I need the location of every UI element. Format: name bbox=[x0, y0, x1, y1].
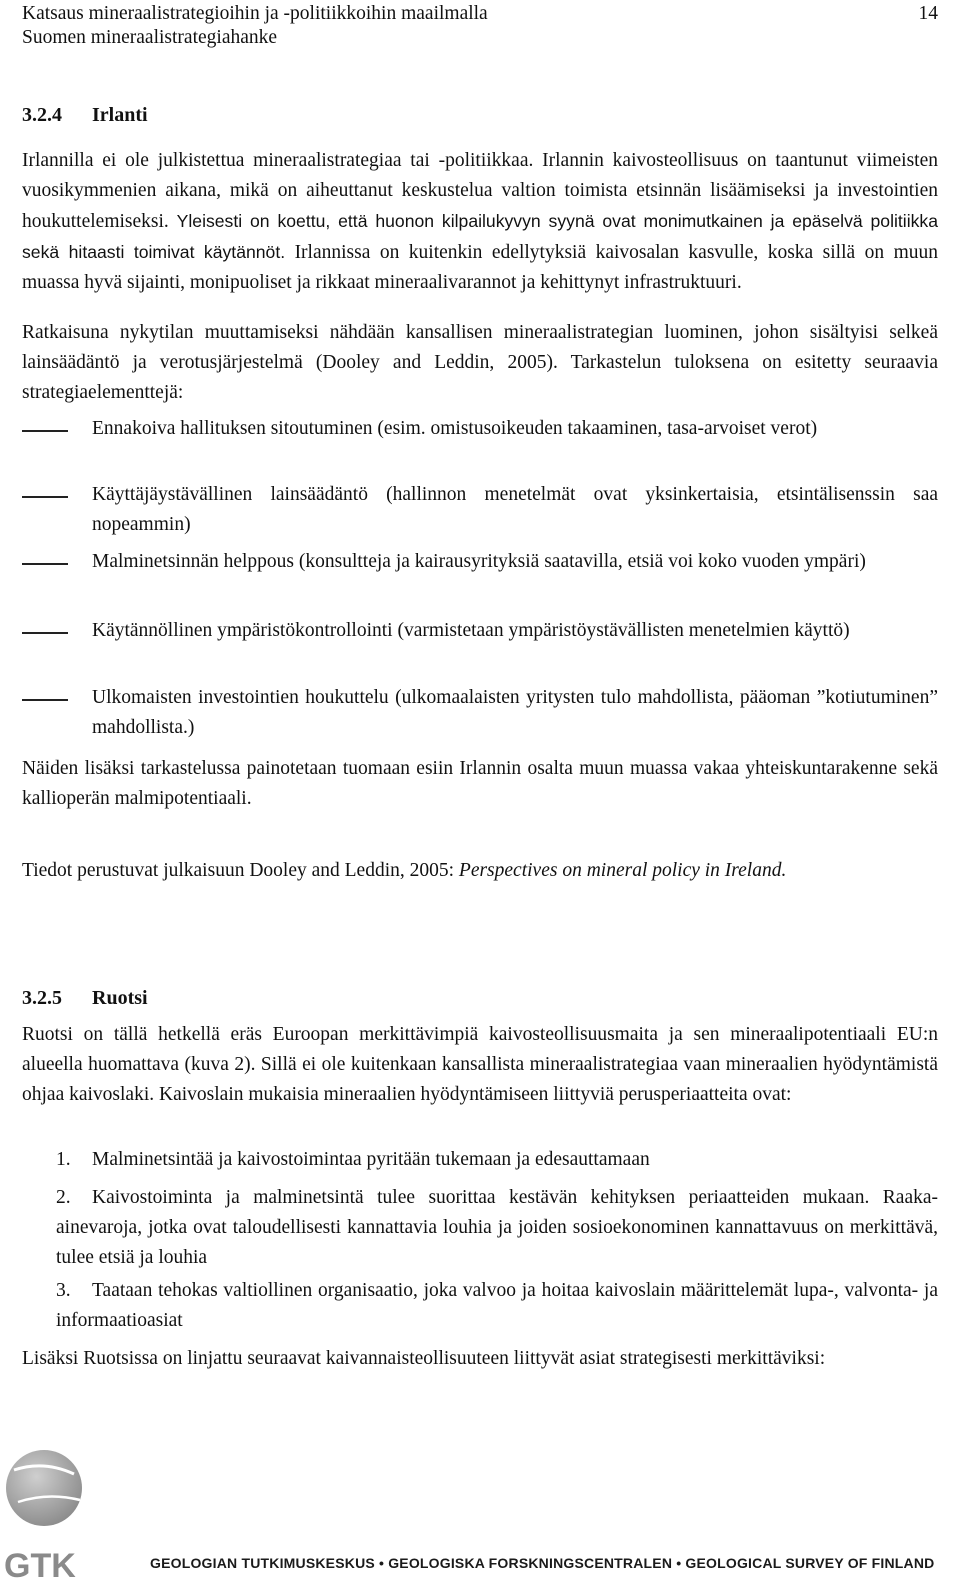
page-number: 14 bbox=[918, 3, 938, 24]
running-header bbox=[22, 2, 938, 50]
gtk-logo bbox=[4, 1440, 96, 1580]
bullet-item: Ulkomaisten investointien houkuttelu (ulkomaalaisten yritysten tulo mahdollista, pääoman ”kotiutuminen” mahdollista.) bbox=[92, 687, 938, 738]
header-subtitle: Suomen mineraalistrategiahanke bbox=[22, 27, 278, 48]
gtk-logo-text: GTK bbox=[4, 1547, 76, 1580]
dash-bullet bbox=[22, 563, 68, 565]
dash-bullet bbox=[22, 632, 68, 634]
bullet-item: Malminetsinnän helppous (konsultteja ja kairausyrityksiä saatavilla, etsiä voi koko vuoden ympäri) bbox=[92, 551, 866, 572]
footer-organizations: GEOLOGIAN TUTKIMUSKESKUS • GEOLOGISKA FORSKNINGSCENTRALEN • GEOLOGICAL SURVEY OF FINLAND bbox=[150, 1555, 935, 1571]
source-title: Perspectives on mineral policy in Ireland. bbox=[458, 860, 787, 881]
list-item: Kaivostoiminta ja malminetsintä tulee suorittaa kestävän kehityksen periaatteiden mukaan. Raaka-ainevaroja, jotka ovat taloudellisesti kannattavia louhia ja joiden sosioekonominen kannattavuus on merkittävä, tulee etsiä ja louhia bbox=[56, 1187, 938, 1268]
sweden-paragraph-1: Ruotsi on tällä hetkellä eräs Euroopan merkittävimpiä kaivosteollisuusmaita ja sen mineraalipotentiaali EU:n alueella huomattava (kuva 2). Sillä ei ole kuitenkaan kansallista mineraalistrategiaa vaan mineraalien hyödyntämistä ohjaa kaivoslaki. Kaivoslain mukaisia mineraalien hyödyntämiseen liittyviä perusperiaatteita ovat: bbox=[22, 1024, 938, 1105]
ireland-paragraph-3: Näiden lisäksi tarkastelussa painotetaan tuomaan esiin Irlannin osalta muun muassa vakaa yhteiskuntarakenne sekä kallioperän malmipotentiaali. bbox=[22, 758, 938, 809]
list-number: 3. bbox=[56, 1280, 71, 1301]
bullet-item: Käyttäjäystävällinen lainsäädäntö (hallinnon menetelmät ovat yksinkertaisia, etsintälisenssin saa nopeammin) bbox=[92, 484, 938, 535]
source-prefix: Tiedot perustuvat julkaisuun Dooley and Leddin, 2005: bbox=[22, 860, 459, 881]
section-heading-ireland bbox=[22, 104, 148, 127]
header-title: Katsaus mineraalistrategioihin ja -politiikkoihin maailmalla bbox=[22, 3, 488, 24]
ireland-para1-a: Irlannilla ei ole julkistettua mineraalistrategiaa tai -politiikkaa. Irlannin kaivosteollisuus on taantunut viimeisten vuosikymmenien aikana, mikä on aiheuttanut keskustelua valtion toimista etsinnän lisäämiseksi ja investointien houkuttelemiseksi. bbox=[22, 150, 938, 232]
bullet-item: Ennakoiva hallituksen sitoutuminen (esim. omistusoikeuden takaaminen, tasa-arvoiset verot) bbox=[92, 418, 818, 439]
list-number: 1. bbox=[56, 1149, 71, 1170]
dash-bullet bbox=[22, 430, 68, 432]
section-number: 3.2.4 bbox=[22, 104, 62, 126]
section-heading-sweden bbox=[22, 987, 148, 1010]
bullet-item: Käytännöllinen ympäristökontrollointi (varmistetaan ympäristöystävällisten menetelmien käyttö) bbox=[92, 620, 850, 641]
list-item: Malminetsintää ja kaivostoimintaa pyritään tukemaan ja edesauttamaan bbox=[92, 1149, 650, 1170]
section-number: 3.2.5 bbox=[22, 987, 62, 1009]
sweden-paragraph-2: Lisäksi Ruotsissa on linjattu seuraavat kaivannaisteollisuuteen liittyvät asiat strategisesti merkittäviksi: bbox=[22, 1348, 826, 1369]
ireland-para1-c: Irlannissa on kuitenkin edellytyksiä kaivosalan kasvulle, koska sillä on muun muassa hyvä sijainti, monipuoliset ja rikkaat mineraalivarannot ja kehittynyt infrastruktuuri. bbox=[22, 242, 938, 293]
globe-icon bbox=[6, 1450, 82, 1526]
list-number: 2. bbox=[56, 1187, 71, 1208]
dash-bullet bbox=[22, 699, 68, 701]
ireland-paragraph-2: Ratkaisuna nykytilan muuttamiseksi nähdään kansallisen mineraalistrategian luominen, johon sisältyisi selkeä lainsäädäntö ja verotusjärjestelmä (Dooley and Leddin, 2005). Tarkastelun tuloksena on esitetty seuraavia strategiaelementtejä: bbox=[22, 322, 938, 403]
section-title: Ruotsi bbox=[92, 987, 148, 1009]
ireland-paragraph-1 bbox=[22, 146, 938, 298]
list-item: Taataan tehokas valtiollinen organisaatio, joka valvoo ja hoitaa kaivoslain määrittelemät lupa-, valvonta- ja informaatioasiat bbox=[56, 1280, 938, 1331]
ireland-para1-b: Yleisesti on koettu, että huonon kilpailukyvyn syynä ovat monimutkainen ja epäselvä politiikka sekä hitaasti toimivat käytännöt. bbox=[22, 211, 938, 262]
section-title: Irlanti bbox=[92, 104, 148, 126]
ireland-source-note bbox=[22, 856, 938, 886]
dash-bullet bbox=[22, 496, 68, 498]
